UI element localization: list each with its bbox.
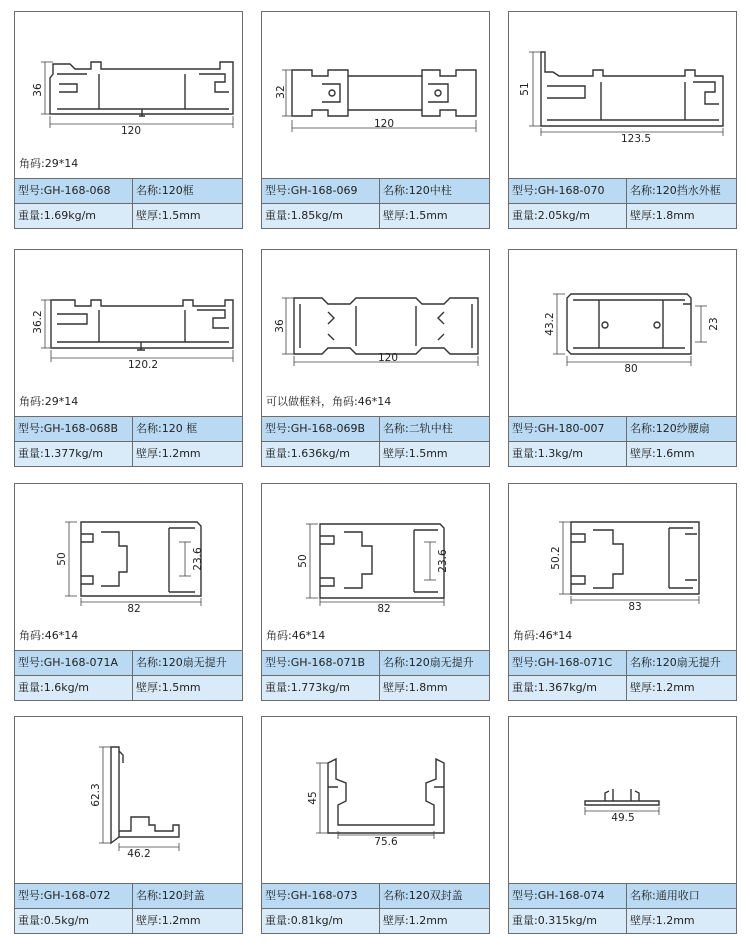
corner-code-note: 角码:46*14 [266,629,326,642]
dim-height: 32 [275,85,287,99]
spec-table [15,883,242,933]
thickness-cell: 壁厚:1.5mm [383,209,448,222]
model-cell: 型号:GH-168-069 [262,179,380,203]
spec-table [509,416,736,466]
dim-width: 80 [624,363,638,375]
corner-code-note: 可以做框料，角码:46*14 [266,395,392,408]
dim-width: 82 [127,603,141,615]
spec-table [262,178,489,228]
dim-width: 75.6 [374,836,398,848]
name-cell: 名称:120扇无提升 [383,656,474,669]
name-cell: 名称:二轨中柱 [383,422,453,435]
name-cell: 名称:120纱腰扇 [630,422,710,435]
dim-width: 83 [628,601,642,613]
model-cell: 型号:GH-168-073 [262,884,380,908]
profile-drawing [509,12,736,182]
corner-code-note: 角码:46*14 [19,629,79,642]
dim-height: 36 [274,319,286,333]
spec-table [509,650,736,700]
model-cell: 型号:GH-168-068B [15,417,133,441]
weight-cell: 重量:1.636kg/m [262,442,380,466]
dim-height: 36.2 [32,310,44,334]
thickness-cell: 壁厚:1.2mm [383,914,448,927]
dim-height-inner: 23 [708,317,720,331]
spec-table [262,416,489,466]
dim-height: 51 [519,82,531,96]
model-cell: 型号:GH-168-072 [15,884,133,908]
name-cell: 名称:120双封盖 [383,889,463,902]
spec-table [15,178,242,228]
profile-card [14,716,243,934]
dim-height: 36 [32,83,44,97]
weight-cell: 重量:1.69kg/m [15,204,133,228]
dim-width: 120 [377,352,399,364]
thickness-cell: 壁厚:1.2mm [136,914,201,927]
profile-card [14,11,243,229]
name-cell: 名称:120 框 [136,422,198,435]
model-cell: 型号:GH-168-069B [262,417,380,441]
profile-drawing [509,250,736,420]
weight-cell: 重量:2.05kg/m [509,204,627,228]
weight-cell: 重量:1.367kg/m [509,676,627,700]
profile-card [261,716,490,934]
thickness-cell: 壁厚:1.8mm [383,681,448,694]
name-cell: 名称:120扇无提升 [630,656,721,669]
thickness-cell: 壁厚:1.6mm [630,447,695,460]
thickness-cell: 壁厚:1.5mm [136,209,201,222]
profile-drawing [262,12,489,182]
weight-cell: 重量:1.6kg/m [15,676,133,700]
thickness-cell: 壁厚:1.8mm [630,209,695,222]
profile-card [14,483,243,701]
dim-height: 50 [56,552,68,566]
model-cell: 型号:GH-168-070 [509,179,627,203]
name-cell: 名称:120封盖 [136,889,205,902]
weight-cell: 重量:0.5kg/m [15,909,133,933]
spec-table [509,178,736,228]
dim-height: 50 [297,554,309,568]
model-cell: 型号:GH-180-007 [509,417,627,441]
dim-width: 120.2 [127,359,159,371]
weight-cell: 重量:0.81kg/m [262,909,380,933]
model-cell: 型号:GH-168-071A [15,651,133,675]
dim-height: 45 [307,791,319,805]
weight-cell: 重量:1.773kg/m [262,676,380,700]
spec-table [262,883,489,933]
weight-cell: 重量:1.377kg/m [15,442,133,466]
corner-code-note: 角码:46*14 [513,629,573,642]
profile-drawing [509,717,736,887]
dim-height-inner: 23.6 [437,549,449,573]
name-cell: 名称:120框 [136,184,194,197]
dim-width: 120 [373,118,395,130]
weight-cell: 重量:0.315kg/m [509,909,627,933]
profile-card [261,249,490,467]
thickness-cell: 壁厚:1.5mm [383,447,448,460]
spec-table [509,883,736,933]
profile-card [508,249,737,467]
dim-height: 43.2 [544,312,556,336]
dim-width: 120 [120,125,142,137]
weight-cell: 重量:1.3kg/m [509,442,627,466]
dim-width: 46.2 [127,848,151,860]
spec-table [15,416,242,466]
name-cell: 名称:120中柱 [383,184,452,197]
dim-height-inner: 23.6 [192,547,204,571]
profile-card [508,716,737,934]
model-cell: 型号:GH-168-068 [15,179,133,203]
corner-code-note: 角码:29*14 [19,157,79,170]
weight-cell: 重量:1.85kg/m [262,204,380,228]
dim-width: 49.5 [611,812,635,824]
profile-card [14,249,243,467]
profile-drawing [15,717,242,887]
name-cell: 名称:120挡水外框 [630,184,721,197]
corner-code-note: 角码:29*14 [19,395,79,408]
model-cell: 型号:GH-168-071B [262,651,380,675]
model-cell: 型号:GH-168-071C [509,651,627,675]
thickness-cell: 壁厚:1.2mm [630,681,695,694]
thickness-cell: 壁厚:1.2mm [630,914,695,927]
profile-drawing [262,717,489,887]
profile-card [261,483,490,701]
dim-width: 123.5 [620,133,652,145]
profile-card [508,483,737,701]
name-cell: 名称:120扇无提升 [136,656,227,669]
dim-width: 82 [377,603,391,615]
model-cell: 型号:GH-168-074 [509,884,627,908]
thickness-cell: 壁厚:1.5mm [136,681,201,694]
spec-table [262,650,489,700]
dim-height: 62.3 [90,783,102,807]
profile-card [261,11,490,229]
name-cell: 名称:通用收口 [630,889,700,902]
spec-table [15,650,242,700]
profile-card [508,11,737,229]
thickness-cell: 壁厚:1.2mm [136,447,201,460]
dim-height: 50.2 [550,546,562,570]
